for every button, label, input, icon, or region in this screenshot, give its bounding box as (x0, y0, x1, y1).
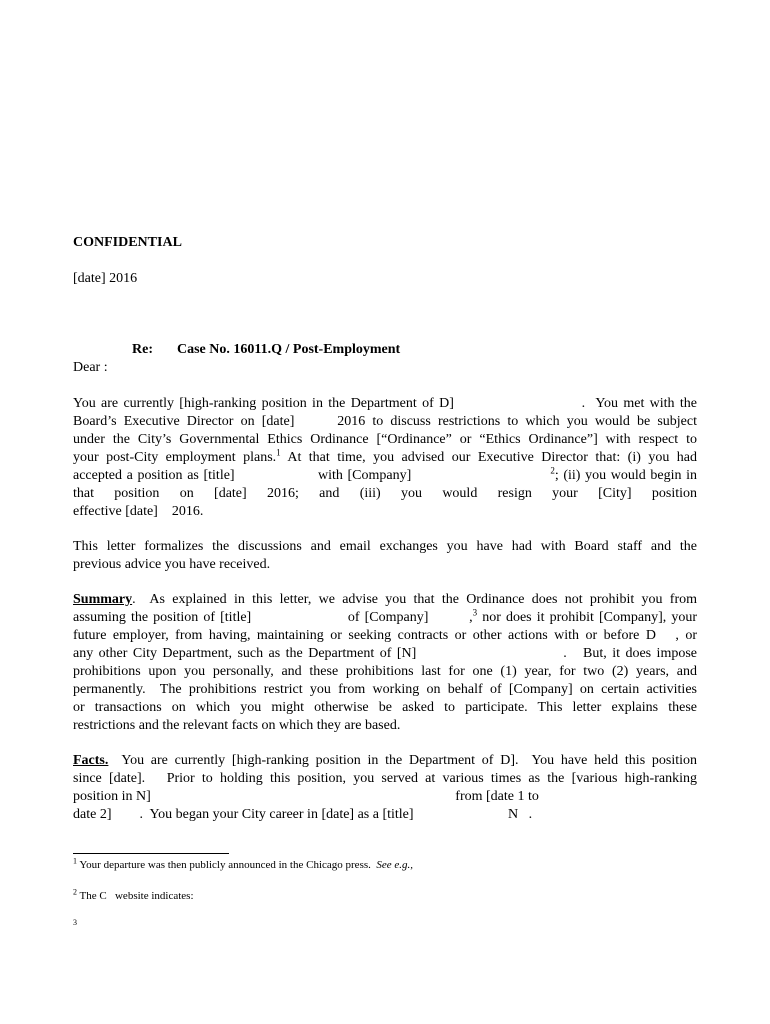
text-run: accepted a position as [title] with [Company] (73, 468, 551, 483)
letter-date: [date] 2016 (73, 271, 138, 286)
paragraph-line (73, 591, 697, 609)
paragraph-line: that position on [date] 2016; and (iii) you would resign your [City] position (73, 486, 697, 501)
footnote-ref: 3 (472, 607, 478, 618)
paragraph-line: under the City’s Governmental Ethics Ordinance [“Ordinance” or “Ethics Ordinance”] with respect to (73, 432, 697, 447)
confidential-heading: CONFIDENTIAL (73, 235, 182, 250)
paragraph-intro (73, 395, 697, 521)
summary-heading: Summary (73, 592, 133, 607)
facts-section (73, 752, 697, 824)
facts-heading: Facts. (73, 753, 109, 768)
paragraph-line: effective [date] 2016. (73, 504, 204, 519)
footnote-text: The C website indicates: (77, 890, 194, 902)
footnote-number: 1 (73, 856, 77, 866)
footnote-text: Your departure was then publicly announced in the Chicago press. (77, 859, 377, 871)
text-run: assuming the position of [title] of [Company] , (73, 610, 473, 625)
salutation: Dear : (73, 360, 108, 375)
paragraph-line: permanently. The prohibitions restrict you from working on behalf of [Company] on certain activities (73, 682, 697, 697)
paragraph-formalizes (73, 538, 697, 574)
summary-section (73, 591, 697, 735)
text-run: You are currently [high-ranking position in the Department of D]. You have held this position (108, 753, 697, 768)
text-run: ; (ii) you would begin in (554, 468, 697, 483)
footnote-citation: See e.g., (376, 859, 414, 871)
paragraph-line: This letter formalizes the discussions and email exchanges you have had with Board staff and the (73, 539, 697, 554)
paragraph-line: restrictions and the relevant facts on which they are based. (73, 718, 401, 733)
footnote-2 (73, 889, 194, 903)
footnote-ref: 1 (276, 447, 281, 458)
paragraph-line (73, 752, 697, 770)
footnote-3: 3 (73, 918, 77, 927)
re-subject: Case No. 16011.Q / Post-Employment (177, 342, 401, 357)
footnote-separator (73, 853, 229, 854)
paragraph-line: or transactions on which you might otherwise be asked to participate. This letter explains these (73, 700, 697, 715)
paragraph-line: prohibitions upon you personally, and these prohibitions last for one (1) year, for two (2) years, and (73, 664, 697, 679)
paragraph-line: date 2] . You began your City career in [date] as a [title] N . (73, 807, 533, 822)
paragraph-line: position in N] from [date 1 to (73, 789, 539, 804)
paragraph-line (73, 467, 697, 485)
text-run: At that time, you advised our Executive Director that: (i) you had (280, 450, 697, 465)
text-run: . As explained in this letter, we advise you that the Ordinance does not prohibit you from (132, 592, 697, 607)
paragraph-line: You are currently [high-ranking position in the Department of D] . You met with the (73, 396, 697, 411)
footnote-number: 2 (73, 887, 77, 897)
paragraph-line: any other City Department, such as the Department of [N] . But, it does impose (73, 646, 697, 661)
paragraph-line (73, 609, 697, 627)
footnote-1 (73, 858, 413, 872)
paragraph-line (73, 449, 697, 467)
footnote-ref: 2 (550, 465, 555, 476)
re-label: Re: (132, 342, 153, 357)
text-run: nor does it prohibit [Company], your (477, 610, 697, 625)
text-run: your post-City employment plans. (73, 450, 277, 465)
paragraph-line: previous advice you have received. (73, 557, 271, 572)
paragraph-line: future employer, from having, maintaining or seeking contracts or other actions with or before D , or (73, 628, 697, 643)
paragraph-line: Board’s Executive Director on [date] 2016 to discuss restrictions to which you would be subject (73, 414, 697, 429)
paragraph-line: since [date]. Prior to holding this position, you served at various times as the [various high-ranking (73, 771, 697, 786)
